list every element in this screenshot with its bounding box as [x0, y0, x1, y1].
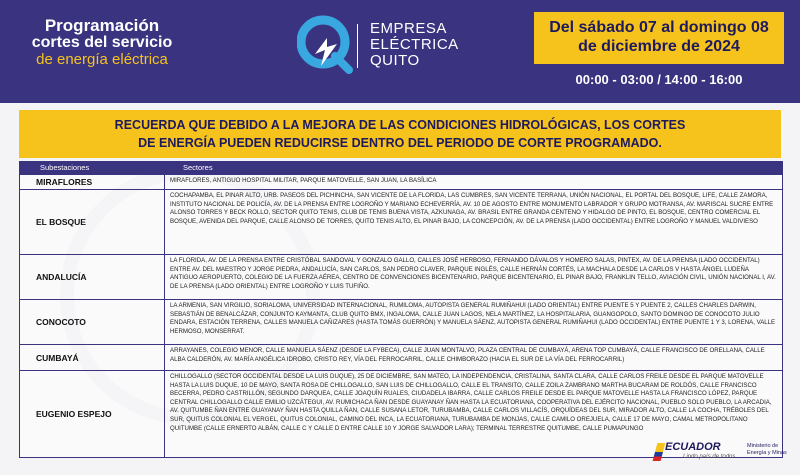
ministry-line-2: Energía y Minas — [747, 450, 787, 456]
sectors-list: MIRAFLORES, ANTIGUO HOSPITAL MILITAR, PARQUE MATOVELLE, SAN JUAN, LA BASÍLICA — [170, 177, 437, 184]
company-name — [370, 21, 459, 69]
sectors-list: ARRAYANES, COLEGIO MENOR, CALLE MANUELA SÁENZ (DESDE LA FYBECA), CALLE JUAN MONTALVO, PLAZA CENTRAL DE CUMBAYÁ, ARENA TOP CUMBAYÁ, CALLE FRANCISCO DE ORELLANA, CALLE ALBA CALDERÓN, AV. MARÍA ANGÉLICA IDROBO, CRISTO REY, VÍA DEL FERROCARRIL, CALLE CHIMBORAZO (HACIA EL SUR DE LA VÍA DEL FERROCARRIL) — [170, 347, 765, 363]
notice-banner — [19, 110, 781, 158]
company-line-2: ELÉCTRICA — [370, 36, 459, 53]
company-logo-icon — [297, 14, 353, 74]
date-line-2: de diciembre de 2024 — [578, 38, 740, 55]
ministry-name — [747, 443, 787, 457]
substation-name: CUMBAYÁ — [20, 345, 165, 370]
sectors-list: LA ARMENIA, SAN VIRGILIO, SORIALOMA, UNIVERSIDAD INTERNACIONAL, RUMILOMA, AUTOPISTA GENERAL RUMIÑAHUI (LADO ORIENTAL) ENTRE PUENTE 5 Y PUENTE 2, CALLES CHARLES DARWIN, SEBASTIÁN DE BENALCÁZAR, CONJUNTO KAYMANTA, CLUB QUITO BMX, INGALOMA, CALLE JUAN LAGOS, NELA MARTÍNEZ, LA HOSPITALARIA, GUANGOPOLO, SANTO DOMINGO DE CONOCOTO JULIO ENDARA, ESTACIÓN TERRENA, CALLES MANUELA CAÑIZARES (HASTA TOMÁS GUERRÓN) Y MANUELA SÁENZ, AUTOPISTA GENERAL RUMIÑAHUI (LADO OCCIDENTAL) ENTRE PUENTE 1 Y 3, LORENA, VALLE HERMOSO, MONSERRAT. — [170, 302, 776, 335]
column-header-sectors: Sectores — [183, 163, 213, 172]
column-header-substations: Subestaciones — [40, 163, 90, 172]
ministry-line-1: Ministerio de — [747, 443, 779, 449]
footer-logos — [665, 441, 785, 467]
company-line-1: EMPRESA — [370, 20, 447, 37]
date-range-box — [534, 12, 784, 64]
substation-name: MIRAFLORES — [20, 175, 165, 189]
page-title — [0, 17, 204, 68]
outage-hours: 00:00 - 03:00 / 14:00 - 16:00 — [575, 72, 743, 87]
notice-line-1: RECUERDA QUE DEBIDO A LA MEJORA DE LAS CONDICIONES HIDROLÓGICAS, LOS CORTES — [114, 118, 686, 132]
table-header — [20, 162, 782, 174]
table-row — [20, 299, 782, 344]
date-line-1: Del sábado 07 al domingo 08 — [549, 19, 769, 36]
notice-line-2: DE ENERGÍA PUEDEN REDUCIRSE DENTRO DEL PERIODO DE CORTE PROGRAMADO. — [138, 136, 662, 150]
table-row — [20, 189, 782, 254]
ecuador-logo-subtitle: Lindo país de todos — [683, 454, 736, 460]
title-line-1: Programación — [44, 16, 160, 35]
sectors-list: LA FLORIDA, AV. DE LA PRENSA ENTRE CRISTÓBAL SANDOVAL Y GONZALO GALLO, CALLES JOSÉ HERBOSO, FERNANDO DÁVALOS Y HOMERO SALAS, PINTEX, AV. DE LA PRENSA (LADO OCCIDENTAL) ENTRE AV. DEL MAESTRO Y JORGE PIEDRA, ANDALUCÍA, SAN CARLOS, SAN PEDRO CLAVER, PARQUE INGLÉS, CALLE HERNÁN CORTÉS, LA MACHALA DESDE LA CARLOS V HASTA ÁNGEL LUDEÑA ANTIGUO AEROPUERTO, COLEGIO DE LA FUERZA AÉREA, CENTRO DE CONVENCIONES BICENTENARIO, PARQUE BICENTENARIO, EL PINAR BAJO, FRANKLIN TELLO, AVIACIÓN CIVIL, UNIÓN NACIONAL I, AV. DE LA PRENSA (LADO ORIENTAL) ENTRE LOGROÑO Y LUIS TUFIÑO. — [170, 257, 776, 290]
logo-divider — [357, 24, 358, 68]
sectors-list: COCHAPAMBA, EL PINAR ALTO, URB. PASEOS DEL PICHINCHA, SAN VICENTE DE LA FLORIDA, LAS CUMBRES, SAN VICENTE TERRANA, UNIÓN NACIONAL, EL PORTAL DEL BOSQUE, LIFE, CALLE ZAMORA, INSTITUTO NACIONAL DE POLICÍA, AV. DE LA PRENSA ENTRE LOGROÑO Y MARIANO ECHEVERRÍA, AV. 10 DE AGOSTO ENTRE MONUMENTO LABRADOR Y GRUPO MOTRANSA, AV. MARISCAL SUCRE ENTRE ALONSO TORRES Y BECK ROLLO, SECTOR QUITO TENIS, CLUB DE TENIS BUENA VISTA, AZKUNAGA, AV. BRASIL ENTRE GRANDA CENTENO Y HIDALGO DE PINTO, EL BOSQUE, CENTRO COMERCIAL EL BOSQUE, AVENIDA DEL PARQUE, CALLE ALONSO DE TORRES, QUITO TENIS ALTO, EL PINAR BAJO, LA CONCEPCIÓN, AV. DE LA PRENSA (LADO OCCIDENTAL) ENTRE LOGROÑO Y MANUEL VALDIVIESO — [170, 192, 774, 225]
ecuador-logo-text: ECUADOR — [665, 441, 721, 453]
substation-name: EUGENIO ESPEJO — [20, 371, 165, 457]
outage-table — [19, 161, 783, 458]
substation-name: EL BOSQUE — [20, 190, 165, 254]
title-line-3: de energía eléctrica — [36, 51, 168, 68]
table-row — [20, 174, 782, 189]
table-row — [20, 254, 782, 299]
substation-name: CONOCOTO — [20, 300, 165, 344]
substation-name: ANDALUCÍA — [20, 255, 165, 299]
company-line-3: QUITO — [370, 52, 420, 69]
table-row — [20, 344, 782, 370]
sectors-list: CHILLOGALLO (SECTOR OCCIDENTAL DESDE LA LUIS DUQUE), 25 DE DICIEMBRE, SAN MATEO, LA INDEPENDENCIA, CRISTALINA, SANTA CLARA, CALLE CARLOS FREILE DESDE EL PARQUE MATOVELLE HASTA LA LUIS DUQUE, 10 DE MAYO, SANTA ROSA DE CHILLOGALLO, SAN LUIS DE CHILLOGALLO, CALLE EL TRANSITO, CALLE ZOILA ZAMBRANO MARTHA BUCARAM DE ROLDÓS, CALLE FRANCISCO BECERRA, PEDRO CASTRILLÓN, SEGUNDO DARQUEA, CALLE JOAQUÍN RUALES, CIUDADELA IBARRA, CALLE CARLOS FREILE DESDE EL PARQUE MATOVELLE HASTA LA FRANCISCO LÓPEZ, PARQUE CENTRAL CHILLOGALLO CALLE EMILIO UZCÁTEGUI, AV. RUMICHACA ÑAN DESDE GUAYANAY ÑAN HASTA LA ECUATORIANA, COOPERATIVA DEL EJÉRCITO NACIONAL, PUEBLO SOLO PUEBLO, LA ARCADIA, AV. QUITUMBE ÑAN ENTRE GUAYANAY ÑAN HASTA QUILLA ÑAN, CALLE SUSANA LETOR, TURUBAMBA, CALLE CARLOS VILLACÍS, ORQUÍDEAS DEL SUR, MIRADOR ALTO, CALLE LA COCHA, TRÉBOLES DEL SUR, QUITUS COLONIAL EL VERGEL, QUITUS COLONIAL, CAMINO DEL INCA, LA ECUATORIANA, TURUBAMBA DE MONJAS, CALLE CAMILO OREJUELA, CALLE 17 DE MAYO, CAMAL METROPOLITANO QUITUMBE (CALLE ERNERTO ALBÁN, CALLE C Y CALLE D ENTRE CALLE 10 Y JORGE SALVADOR LARA); TERMINAL TERRESTRE QUITUMBE, CALLE PUMAPUNGO — [170, 373, 772, 432]
title-line-2: cortes del servicio — [31, 34, 173, 51]
header-banner — [0, 0, 800, 103]
